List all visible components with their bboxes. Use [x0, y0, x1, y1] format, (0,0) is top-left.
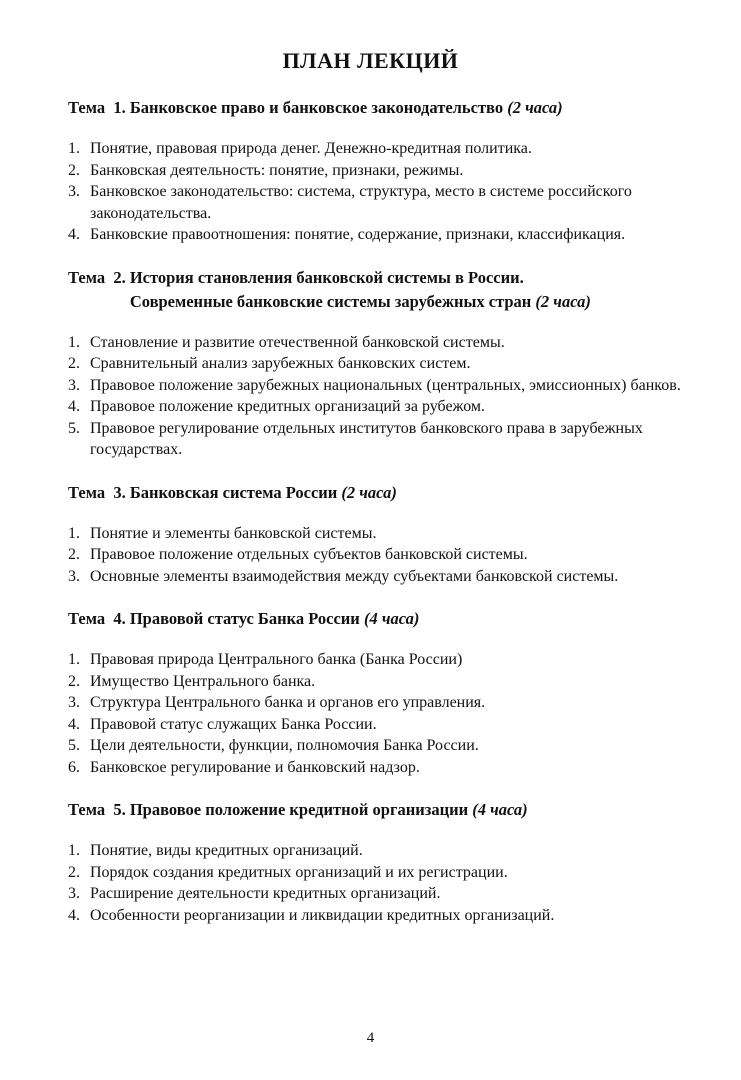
topic-1 — [68, 96, 688, 246]
item-text: Правовое положение кредитных организаций за рубежом. — [90, 398, 486, 415]
list-item — [68, 224, 688, 246]
item-text: Расширение деятельности кредитных организаций. — [90, 885, 441, 902]
topic-3 — [68, 481, 688, 588]
list-item — [68, 757, 688, 779]
item-number: 4. — [68, 226, 80, 243]
list-item — [68, 735, 688, 757]
item-number: 2. — [68, 355, 80, 372]
list-item — [68, 649, 688, 671]
item-number: 4. — [68, 906, 80, 924]
item-number: 2. — [68, 546, 80, 563]
item-text: Становление и развитие отечественной банковской системы. — [90, 333, 505, 351]
item-number: 5. — [68, 419, 80, 437]
item-text: Основные элементы взаимодействия между субъектами банковской системы. — [90, 567, 619, 585]
list-item — [68, 883, 688, 905]
item-number: 3. — [68, 694, 80, 711]
topic-2 — [68, 266, 688, 461]
item-number: 1. — [68, 333, 80, 351]
item-text: Правовая природа Центрального банка (Банка России) — [90, 651, 463, 668]
item-text: Понятие и элементы банковской системы. — [90, 524, 377, 542]
item-text: Порядок создания кредитных организаций и их регистрации. — [90, 863, 508, 881]
list-item — [68, 544, 688, 566]
item-text: Сравнительный анализ зарубежных банковских систем. — [90, 355, 471, 372]
item-number: 3. — [68, 183, 80, 200]
list-item — [68, 905, 688, 927]
item-number: 4. — [68, 715, 80, 733]
topic-items — [68, 523, 688, 588]
topic-title: Банковское право и банковское законодательство — [129, 98, 504, 117]
topic-hours: (4 часа) — [472, 800, 528, 819]
item-text: Особенности реорганизации и ликвидации кредитных организаций. — [90, 906, 555, 924]
item-text: Правовой статус служащих Банка России. — [90, 715, 377, 733]
list-item — [68, 375, 688, 397]
item-text: Банковская деятельность: понятие, признаки, режимы. — [90, 161, 464, 179]
list-item — [68, 862, 688, 884]
item-text: Правовое положение отдельных субъектов банковской системы. — [90, 546, 528, 563]
topic-title: Правовое положение кредитной организации — [129, 800, 469, 819]
list-item — [68, 181, 688, 224]
item-text: Банковские правоотношения: понятие, содержание, признаки, классификация. — [90, 226, 626, 243]
item-text: Банковское регулирование и банковский надзор. — [90, 758, 420, 776]
item-number: 1. — [68, 842, 80, 859]
topic-5 — [68, 798, 688, 926]
topic-hours: (2 часа) — [535, 291, 591, 311]
topic-heading — [68, 607, 688, 631]
item-number: 3. — [68, 885, 80, 902]
topic-label: Тема 1. — [68, 98, 130, 117]
item-text: Банковское законодательство: система, структура, место в системе российского законодательства. — [90, 183, 632, 222]
list-item — [68, 396, 688, 418]
item-number: 1. — [68, 140, 80, 157]
list-item — [68, 332, 688, 354]
list-item — [68, 692, 688, 714]
topic-hours: (2 часа) — [341, 482, 397, 502]
item-number: 2. — [68, 672, 80, 690]
item-text: Цели деятельности, функции, полномочия Банка России. — [90, 737, 479, 754]
topic-hours: (4 часа) — [363, 609, 420, 628]
page-number: 4 — [366, 1030, 375, 1046]
item-text: Структура Центрального банка и органов его управления. — [90, 694, 486, 711]
topic-label: Тема 5. — [68, 800, 130, 819]
topic-items — [68, 649, 688, 778]
list-item — [68, 714, 688, 736]
topic-4 — [68, 607, 688, 778]
item-number: 4. — [68, 398, 80, 415]
item-number: 6. — [68, 758, 80, 776]
item-text: Понятие, правовая природа денег. Денежно-кредитная политика. — [90, 140, 532, 157]
topic-items — [68, 138, 688, 246]
list-item — [68, 353, 688, 375]
list-item — [68, 566, 688, 588]
topic-label: Тема 3. — [68, 482, 130, 502]
item-number: 2. — [68, 863, 80, 881]
list-item — [68, 418, 688, 461]
item-text: Имущество Центрального банка. — [90, 672, 316, 690]
topic-heading — [68, 481, 688, 505]
list-item — [68, 523, 688, 545]
item-number: 3. — [68, 376, 80, 394]
topic-items — [68, 332, 688, 461]
topic-heading — [68, 798, 688, 822]
lecture-plan — [68, 96, 688, 926]
item-text: Правовое регулирование отдельных институтов банковского права в зарубежных государствах. — [90, 419, 643, 458]
topic-title: Правовой статус Банка России — [129, 609, 360, 628]
item-text: Правовое положение зарубежных национальных (центральных, эмиссионных) банков. — [90, 376, 681, 394]
topic-label: Тема 2. — [68, 267, 130, 287]
topic-title-line-2: Современные банковские системы зарубежных стран — [129, 291, 532, 311]
item-text: Понятие, виды кредитных организаций. — [90, 842, 363, 859]
item-number: 2. — [68, 161, 80, 179]
list-item — [68, 671, 688, 693]
topic-heading — [68, 96, 688, 120]
topic-items — [68, 840, 688, 926]
item-number: 3. — [68, 567, 80, 585]
item-number: 1. — [68, 651, 80, 668]
page-title: ПЛАН ЛЕКЦИЙ — [282, 48, 459, 73]
topic-label: Тема 4. — [68, 609, 130, 628]
list-item — [68, 840, 688, 862]
item-number: 5. — [68, 737, 80, 754]
topic-heading — [68, 266, 688, 314]
topic-hours: (2 часа) — [507, 98, 563, 117]
item-number: 1. — [68, 524, 80, 542]
topic-title-line-1: История становления банковской системы в России. — [129, 267, 524, 287]
topic-title: Банковская система России — [129, 482, 338, 502]
list-item — [68, 160, 688, 182]
list-item — [68, 138, 688, 160]
